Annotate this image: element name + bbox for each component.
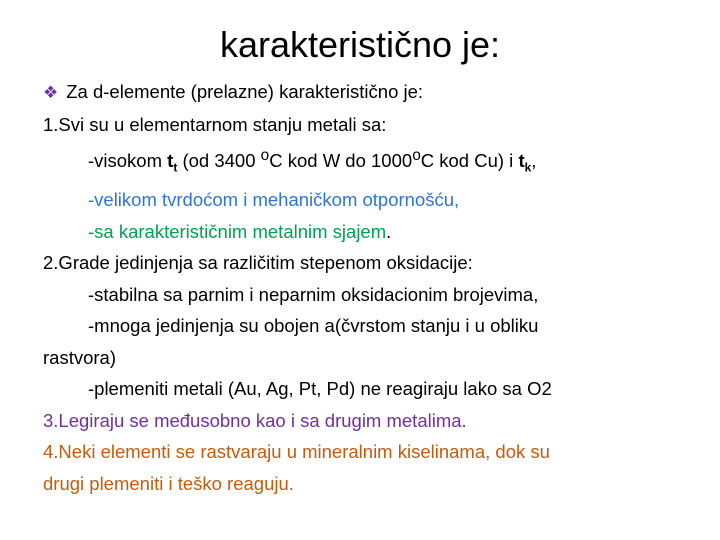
item1-sub3	[43, 216, 683, 248]
item1-sub3-end: .	[386, 220, 392, 242]
item2-sub1: -stabilna sa parnim i neparnim oksidacionim brojevima,	[88, 283, 539, 305]
item1-sub1-mid3: C kod Cu) i	[420, 150, 519, 172]
item4-line1: 4.Neki elementi se rastvaraju u mineralnim kiselinama, dok su	[43, 441, 550, 463]
item1-sub1-pre: -visokom	[88, 150, 168, 172]
item1-sub1-end: ,	[531, 150, 537, 172]
item2-sub2-line2: rastvora)	[43, 346, 116, 368]
degree-sup-1: o	[260, 147, 270, 164]
degree-sup-2: o	[412, 147, 421, 164]
item1-sub3-main: -sa karakterističnim metalnim sjajem	[88, 220, 387, 242]
item1-sub1-mid2: C kod W do 1000	[269, 150, 413, 172]
item1-sub1-mid1: (od 3400	[177, 150, 261, 172]
tt-symbol: $t_t$	[167, 150, 178, 175]
item3: 3.Legiraju se međusobno kao i sa drugim metalima.	[43, 409, 467, 431]
item1-sub1	[43, 140, 683, 184]
item1-heading: 1.Svi su u elementarnom stanju metali sa:	[43, 113, 387, 135]
item2-heading: 2.Grade jedinjenja sa različitim stepenom oksidacije:	[43, 252, 473, 274]
intro-line	[43, 76, 683, 109]
intro-text: Za d-elemente (prelazne) karakteristično je:	[66, 81, 424, 102]
item4-line2: drugi plemeniti i teško reaguju.	[43, 472, 294, 494]
diamond-bullet-icon: ❖	[43, 83, 59, 102]
slide-title: karakteristično je:	[219, 24, 501, 65]
item1-sub2: -velikom tvrdoćom i mehaničkom otpornošću,	[88, 189, 460, 211]
item2-sub2-line1: -mnoga jedinjenja su obojen a(čvrstom stanju i u obliku	[88, 315, 539, 337]
tk-symbol: $t_k$	[518, 150, 532, 175]
slide-body	[43, 76, 683, 499]
item2-sub3: -plemeniti metali (Au, Ag, Pt, Pd) ne reagiraju lako sa O2	[88, 378, 552, 400]
